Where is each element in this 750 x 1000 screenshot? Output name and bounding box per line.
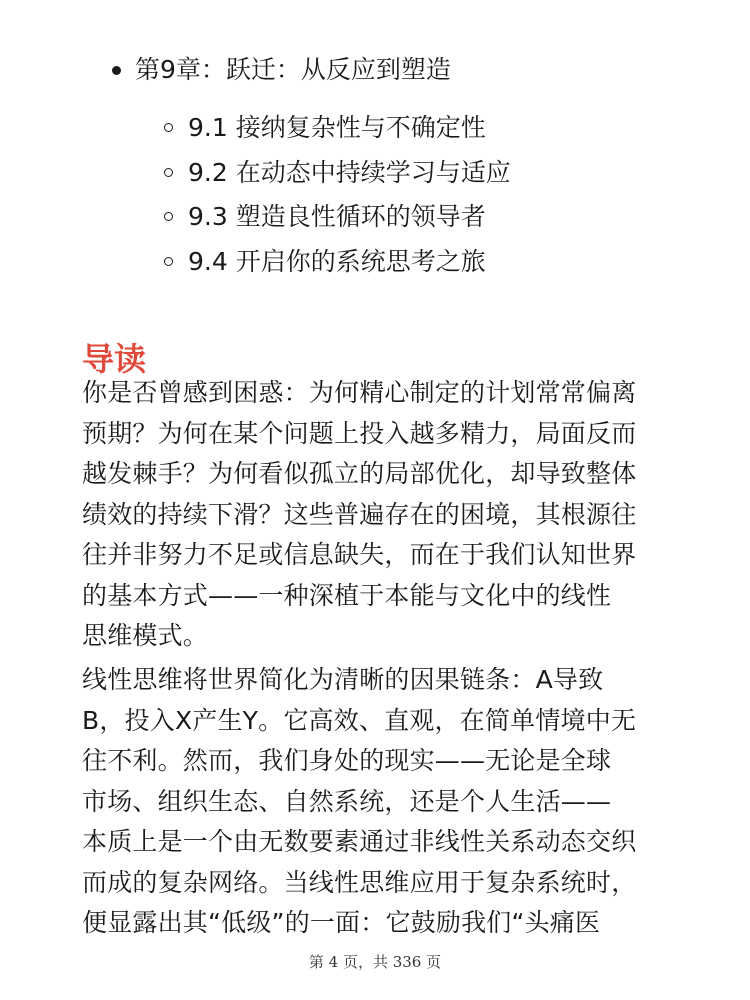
paragraph-line: 绩效的持续下滑？这些普遍存在的困境，其根源往 bbox=[82, 499, 637, 529]
toc-section-item bbox=[0, 195, 750, 240]
toc-chapter-title: 第9章：跃迁：从反应到塑造 bbox=[135, 55, 451, 84]
bullet-disc-icon bbox=[112, 66, 121, 75]
toc-section-item bbox=[0, 106, 750, 151]
paragraph-line: 市场、组织生态、自然系统，还是个人生活—— bbox=[82, 786, 612, 816]
paragraph-line: 往并非努力不足或信息缺失，而在于我们认知世界 bbox=[82, 540, 637, 569]
paragraph-line: 往不利。然而，我们身处的现实——无论是全球 bbox=[82, 746, 612, 775]
section-heading: 导读 bbox=[82, 339, 147, 378]
toc-section-title: 9.3 塑造良性循环的领导者 bbox=[188, 202, 486, 232]
paragraph-line: 预期？为何在某个问题上投入越多精力，局面反而 bbox=[82, 418, 637, 448]
table-of-contents bbox=[0, 48, 750, 277]
body-paragraph bbox=[82, 373, 682, 657]
bullet-circle-icon bbox=[164, 257, 173, 266]
toc-section-title: 9.1 接纳复杂性与不确定性 bbox=[188, 113, 486, 142]
toc-chapter-item bbox=[0, 48, 750, 92]
paragraph-line: 你是否曾感到困惑：为何精心制定的计划常常偏离 bbox=[82, 378, 637, 407]
bullet-circle-icon bbox=[164, 168, 173, 177]
paragraph-line: 本质上是一个由无数要素通过非线性关系动态交织 bbox=[82, 827, 637, 856]
toc-section-item bbox=[0, 240, 750, 285]
bullet-circle-icon bbox=[164, 212, 173, 221]
body-paragraph bbox=[82, 660, 682, 944]
bullet-circle-icon bbox=[164, 123, 173, 132]
paragraph-line: 线性思维将世界简化为清晰的因果链条：A导致 bbox=[82, 665, 604, 694]
page-number-footer: 第 4 页，共 336 页 bbox=[308, 953, 442, 971]
paragraph-line: 越发棘手？为何看似孤立的局部优化，却导致整体 bbox=[82, 459, 637, 488]
paragraph-line: B，投入X产生Y。它高效、直观，在简单情境中无 bbox=[82, 705, 637, 735]
paragraph-line: 而成的复杂网络。当线性思维应用于复杂系统时， bbox=[82, 867, 637, 897]
paragraph-line: 思维模式。 bbox=[82, 621, 209, 650]
paragraph-line: 的基本方式——一种深植于本能与文化中的线性 bbox=[82, 580, 612, 610]
toc-section-item bbox=[0, 151, 750, 196]
toc-section-title: 9.4 开启你的系统思考之旅 bbox=[188, 247, 486, 277]
toc-section-title: 9.2 在动态中持续学习与适应 bbox=[188, 157, 511, 187]
paragraph-line: 便显露出其“低级”的一面：它鼓励我们“头痛医 bbox=[82, 908, 601, 937]
toc-section-list bbox=[0, 106, 750, 285]
